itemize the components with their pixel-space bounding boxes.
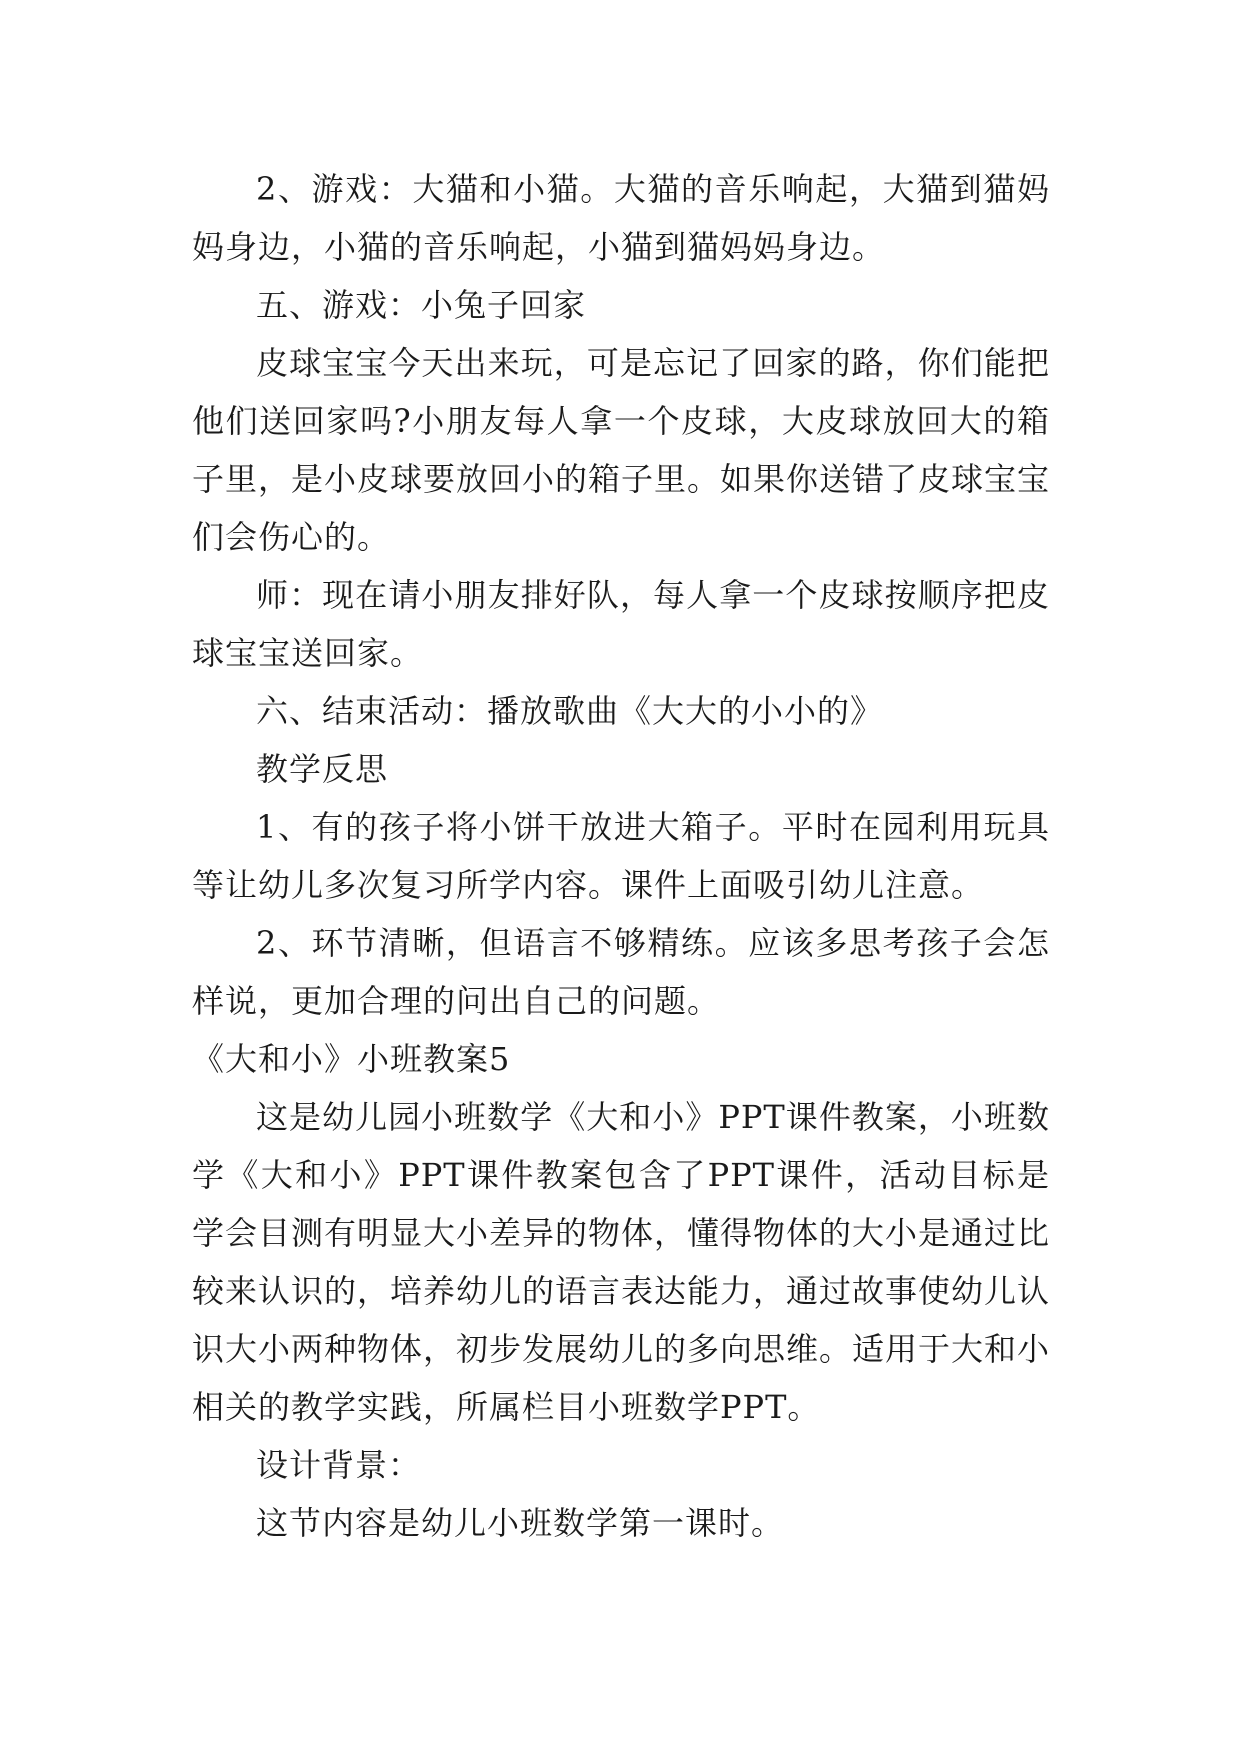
document-body [192,160,1050,1552]
paragraph-teacher-instruction: 师：现在请小朋友排好队，每人拿一个皮球按顺序把皮球宝宝送回家。 [192,576,1050,672]
paragraph-design-background-text: 这节内容是幼儿小班数学第一课时。 [256,1504,785,1542]
paragraph-heading-rabbit-game: 五、游戏：小兔子回家 [256,286,587,324]
paragraph-heading-reflection: 教学反思 [256,750,389,788]
paragraph-heading-design-background: 设计背景： [256,1446,422,1484]
paragraph-game-big-small-cat: 2、游戏：大猫和小猫。大猫的音乐响起，大猫到猫妈妈身边，小猫的音乐响起，小猫到猫妈妈身边。 [192,170,1050,266]
paragraph-lesson-intro: 这是幼儿园小班数学《大和小》PPT课件教案，小班数学《大和小》PPT课件教案包含了PPT课件，活动目标是学会目测有明显大小差异的物体，懂得物体的大小是通过比较来认识的，培养幼儿的语言表达能力，通过故事使幼儿认识大小两种物体，初步发展幼儿的多向思维。适用于大和小相关的教学实践，所属栏目小班数学PPT。 [192,1098,1051,1426]
paragraph-ball-story: 皮球宝宝今天出来玩，可是忘记了回家的路，你们能把他们送回家吗?小朋友每人拿一个皮球，大皮球放回大的箱子里，是小皮球要放回小的箱子里。如果你送错了皮球宝宝们会伤心的。 [192,344,1051,556]
paragraph-reflection-1: 1、有的孩子将小饼干放进大箱子。平时在园利用玩具等让幼儿多次复习所学内容。课件上面吸引幼儿注意。 [192,808,1050,904]
paragraph-reflection-2: 2、环节清晰，但语言不够精练。应该多思考孩子会怎样说，更加合理的问出自己的问题。 [192,924,1050,1020]
paragraph-heading-end-activity: 六、结束活动：播放歌曲《大大的小小的》 [256,692,884,730]
section-title: 《大和小》小班教案5 [192,1040,511,1078]
